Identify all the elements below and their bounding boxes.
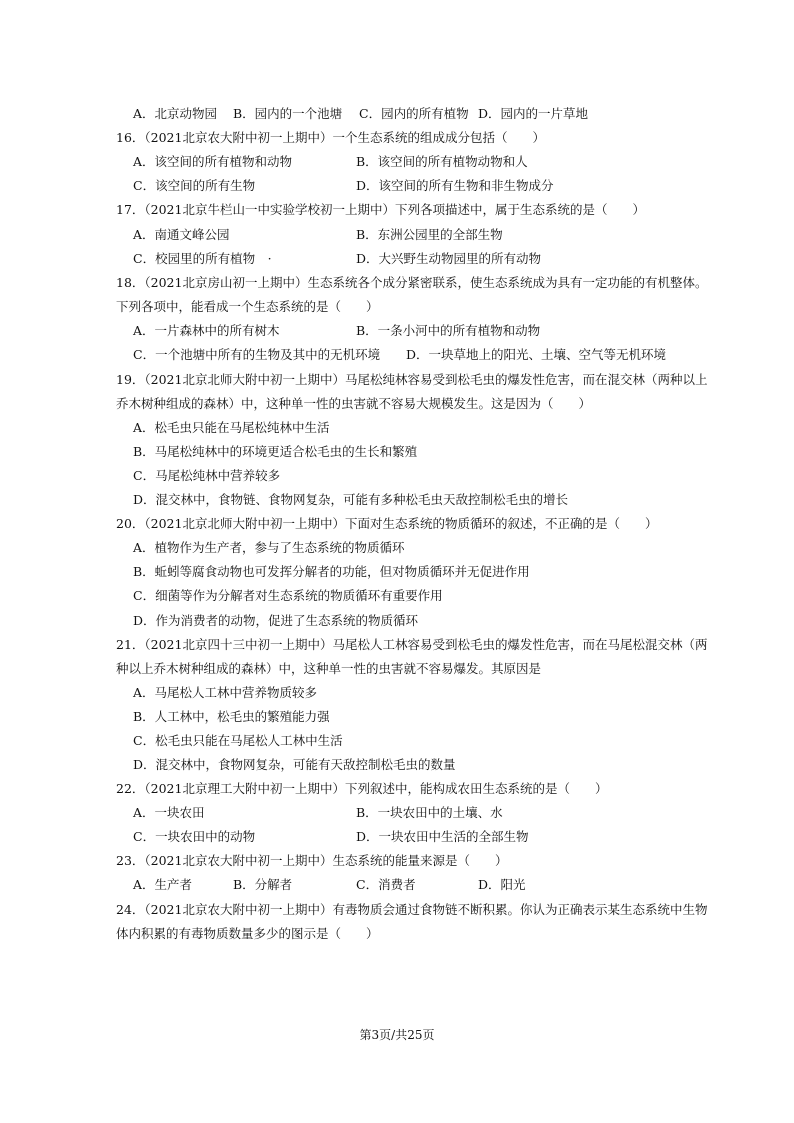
q19-stem-line1: 19．（2021北京北师大附中初一上期中）马尾松纯林容易受到松毛虫的爆发性危害，而在混交林（两种以上 [116,372,708,387]
q16-stem: 16．（2021北京农大附中初一上期中）一个生态系统的组成成分包括（ ） [116,130,545,145]
q21-option-c: C．松毛虫只能在马尾松人工林中生活 [133,733,343,748]
q18-option-d: D．一块草地上的阳光、土壤、空气等无机环境 [406,347,667,362]
q22-option-c: C．一块农田中的动物 [133,829,256,844]
q20-stem: 20．（2021北京北师大附中初一上期中）下面对生态系统的物质循环的叙述，不正确的是（ ） [116,516,658,531]
q15-option-b: B．园内的一个池塘 [233,106,343,121]
q16-option-c: C．该空间的所有生物 [133,178,256,193]
q16-option-a: A．该空间的所有植物和动物 [133,154,293,169]
q18-options-row1 [0,323,794,339]
q22-option-d: D．一块农田中生活的全部生物 [356,829,529,844]
q15-option-c: C．园内的所有植物 [359,106,469,121]
q21-option-a: A．马尾松人工林中营养物质较多 [133,685,318,700]
q16-options-row1 [0,154,794,170]
q21-stem-line2: 种以上乔木树种组成的森林）中，这种单一性的虫害就不容易爆发。其原因是 [116,661,542,676]
q23-option-b: B．分解者 [233,877,293,892]
q18-options-row2 [0,347,794,363]
q20-option-b: B．蚯蚓等腐食动物也可发挥分解者的功能，但对物质循环并无促进作用 [133,564,530,579]
q21-stem-line1: 21．（2021北京四十三中初一上期中）马尾松人工林容易受到松毛虫的爆发性危害，而在马尾松混交林（两 [116,637,708,652]
q24-stem-line2: 体内积累的有毒物质数量多少的图示是（ ） [116,926,379,941]
q16-option-b: B．该空间的所有植物动物和人 [356,154,528,169]
q21-option-b: B．人工林中，松毛虫的繁殖能力强 [133,709,330,724]
q17-option-a: A．南通文峰公园 [133,227,230,242]
q22-option-b: B．一块农田中的土壤、水 [356,805,503,820]
q19-option-c: C．马尾松纯林中营养较多 [133,468,281,483]
q23-option-c: C．消费者 [356,877,416,892]
q24-stem-line1: 24．（2021北京农大附中初一上期中）有毒物质会通过食物链不断积累。你认为正确表示某生态系统中生物 [116,902,708,917]
q17-option-c: C．校园里的所有植物 · [133,251,272,266]
q16-option-d: D．该空间的所有生物和非生物成分 [356,178,554,193]
q22-option-a: A．一块农田 [133,805,205,820]
page-footer: 第3页/共25页 [359,1028,435,1042]
q15-option-d: D．园内的一片草地 [478,106,589,121]
q19-stem-line2: 乔木树种组成的森林）中，这种单一性的虫害就不容易大规模发生。这是因为（ ） [116,396,592,411]
q20-option-c: C．细菌等作为分解者对生态系统的物质循环有重要作用 [133,588,443,603]
q17-options-row1 [0,227,794,243]
q19-option-b: B．马尾松纯林中的环境更适合松毛虫的生长和繁殖 [133,444,418,459]
q16-options-row2 [0,178,794,194]
q20-option-a: A．植物作为生产者，参与了生态系统的物质循环 [133,540,405,555]
q23-option-d: D．阳光 [478,877,526,892]
q22-options-row2 [0,829,794,845]
q23-option-a: A．生产者 [133,877,193,892]
q20-option-d: D．作为消费者的动物，促进了生态系统的物质循环 [133,613,419,628]
q17-options-row2 [0,251,794,267]
q23-stem: 23．（2021北京农大附中初一上期中）生态系统的能量来源是（ ） [116,853,508,868]
q22-options-row1 [0,805,794,821]
q19-option-d: D．混交林中，食物链、食物网复杂，可能有多种松毛虫天敌控制松毛虫的增长 [133,492,569,507]
q19-option-a: A．松毛虫只能在马尾松纯林中生活 [133,420,330,435]
q18-option-c: C．一个池塘中所有的生物及其中的无机环境 [133,347,381,362]
q18-option-a: A．一片森林中的所有树木 [133,323,280,338]
q23-options [0,877,794,893]
q18-stem-line2: 下列各项中，能看成一个生态系统的是（ ） [116,299,379,314]
q15-option-a: A．北京动物园 [133,106,218,121]
q21-option-d: D．混交林中，食物网复杂，可能有天敌控制松毛虫的数量 [133,757,456,772]
q18-option-b: B．一条小河中的所有植物和动物 [356,323,541,338]
q22-stem: 22．（2021北京理工大附中初一上期中）下列叙述中，能构成农田生态系统的是（ ） [116,781,608,796]
q15-options [0,106,794,122]
q17-option-d: D．大兴野生动物园里的所有动物 [356,251,542,266]
q17-option-b: B．东洲公园里的全部生物 [356,227,503,242]
q17-stem: 17．（2021北京牛栏山一中实验学校初一上期中）下列各项描述中，属于生态系统的是（ ） [116,202,645,217]
q18-stem-line1: 18．（2021北京房山初一上期中）生态系统各个成分紧密联系，使生态系统成为具有一定功能的有机整体。 [116,275,708,290]
